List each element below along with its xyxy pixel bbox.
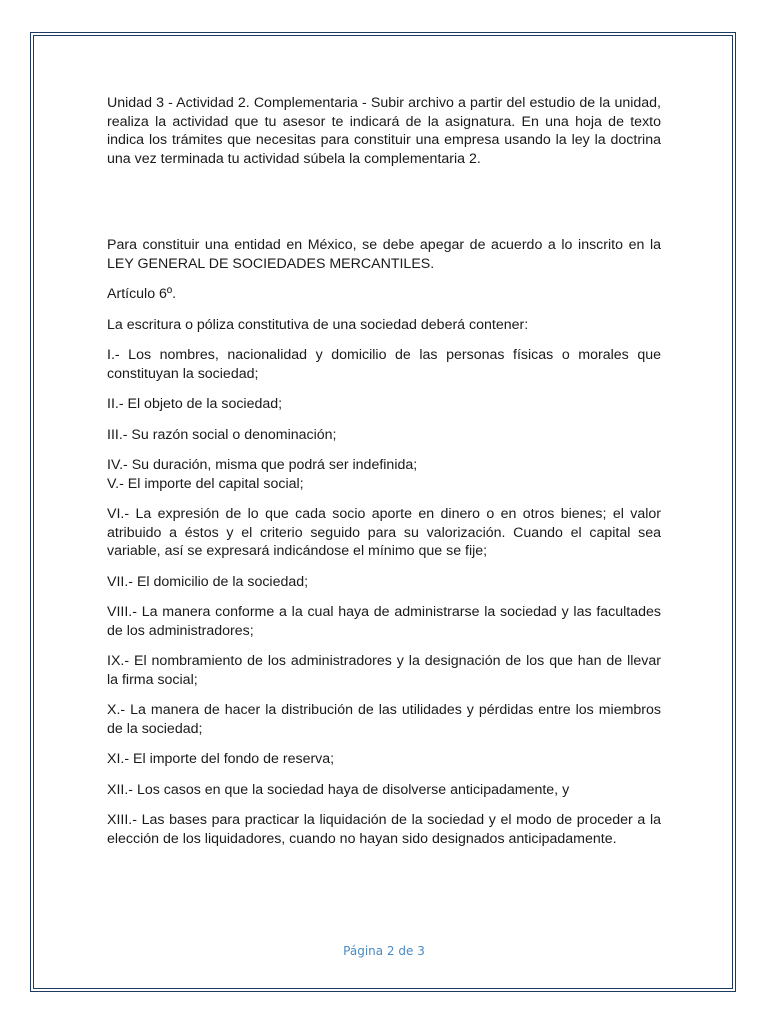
article-item-2: II.- El objeto de la sociedad; <box>107 396 283 412</box>
article-item-13: XIII.- Las bases para practicar la liquidación de la sociedad y el modo de proceder a la elección de los liquidadores, cuando no hayan sido designados anticipadamente. <box>107 812 661 847</box>
article-item-11: XI.- El importe del fondo de reserva; <box>107 751 335 767</box>
article-item-4: IV.- Su duración, misma que podrá ser indefinida; <box>107 457 418 473</box>
article-item-5: V.- El importe del capital social; <box>107 475 304 492</box>
article-item-3: III.- Su razón social o denominación; <box>107 426 337 443</box>
article-heading: Artículo 6º. <box>107 286 177 302</box>
article-item-8: VIII.- La manera conforme a la cual haya de administrarse la sociedad y las facultades de los administradores; <box>107 604 661 639</box>
article-item-9: IX.- El nombramiento de los administradores y la designación de los que han de llevar la firma social; <box>107 653 661 688</box>
article-item-10: X.- La manera de hacer la distribución de las utilidades y pérdidas entre los miembros de la sociedad; <box>107 702 661 737</box>
article-item-1: I.- Los nombres, nacionalidad y domicilio de las personas físicas o morales que constituyan la sociedad; <box>107 347 661 382</box>
spacer <box>107 168 661 236</box>
article-lead: La escritura o póliza constitutiva de una sociedad deberá contener: <box>107 316 529 333</box>
article-item-12: XII.- Los casos en que la sociedad haya de disolverse anticipadamente, y <box>107 781 570 798</box>
constitution-paragraph: Para constituir una entidad en México, se debe apegar de acuerdo a lo inscrito en la LEY GENERAL DE SOCIEDADES MERCANTILES. <box>107 237 661 272</box>
document-body <box>107 94 661 860</box>
article-item-7: VII.- El domicilio de la sociedad; <box>107 573 309 590</box>
page-number: Página 2 de 3 <box>343 944 425 958</box>
intro-paragraph: Unidad 3 - Actividad 2. Complementaria - Subir archivo a partir del estudio de la unidad, realiza la actividad que tu asesor te indicará de la asignatura. En una hoja de texto indica los trámites que necesitas para constituir una empresa usando la ley la doctrina una vez terminada tu actividad súbela la complementaria 2. <box>107 95 661 167</box>
article-item-6: VI.- La expresión de lo que cada socio aporte en dinero o en otros bienes; el valor atribuido a éstos y el criterio seguido para su valorización. Cuando el capital sea variable, así se expresará indicándose el mínimo que se fije; <box>107 506 661 559</box>
